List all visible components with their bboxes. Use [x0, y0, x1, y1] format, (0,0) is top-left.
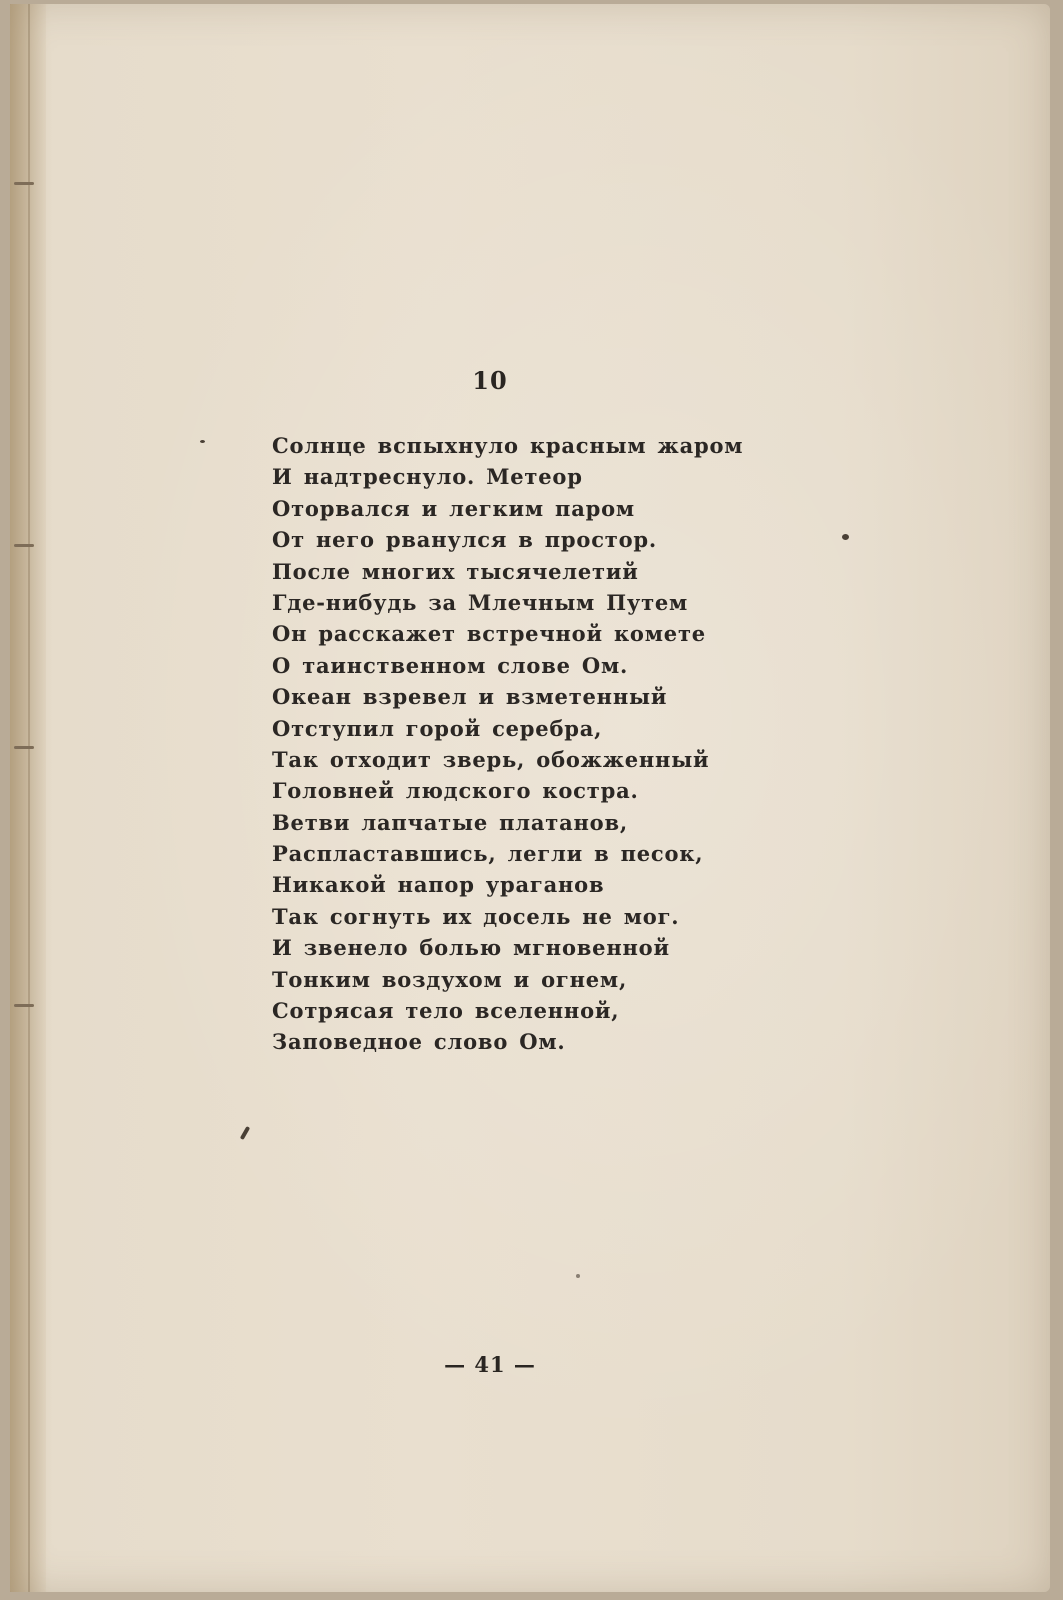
poem-line: Никакой напор ураганов [272, 872, 605, 898]
poem-line: Так отходит зверь, обожженный [272, 746, 710, 772]
poem-line: Солнце вспыхнуло красным жаром [272, 433, 744, 458]
binding-stitch [14, 746, 34, 749]
ink-speck [200, 440, 205, 443]
ink-speck [842, 534, 849, 540]
ink-speck [240, 1126, 250, 1140]
binding-stitch [14, 182, 34, 185]
poem-line: От него рванулся в простор. [272, 527, 658, 553]
poem-line: Заповедное слово Ом. [272, 1029, 566, 1055]
book-page [10, 4, 1050, 1592]
poem-line: Оторвался и легким паром [272, 495, 635, 521]
poem-line: И звенело болью мгновенной [272, 935, 670, 961]
poem-line: Распластавшись, легли в песок, [272, 841, 704, 867]
poem-line: Ветви лапчатые платанов, [272, 809, 628, 835]
section-number: 10 [472, 366, 508, 395]
ink-speck [576, 1274, 580, 1278]
poem-line: И надтреснуло. Метеор [272, 464, 583, 490]
poem-line: О таинственном слове Ом. [272, 652, 629, 678]
binding-stitch [14, 544, 34, 547]
poem-line: Сотрясая тело вселенной, [272, 998, 620, 1024]
poem-line: Где-нибудь за Млечным Путем [272, 589, 689, 615]
poem-line: Тонким воздухом и огнем, [272, 966, 628, 992]
poem-line: Океан взревел и взметенный [272, 684, 668, 710]
poem-line: Так согнуть их досель не мог. [272, 903, 680, 929]
binding-stitch [14, 1004, 34, 1007]
poem-text [272, 430, 743, 1058]
poem-line: Отступил горой серебра, [272, 715, 603, 741]
poem-line: Головней людского костра. [272, 778, 639, 804]
poem-line: После многих тысячелетий [272, 558, 639, 584]
poem-line: Он расскажет встречной комете [272, 621, 706, 647]
page-number: — 41 — [444, 1352, 536, 1377]
